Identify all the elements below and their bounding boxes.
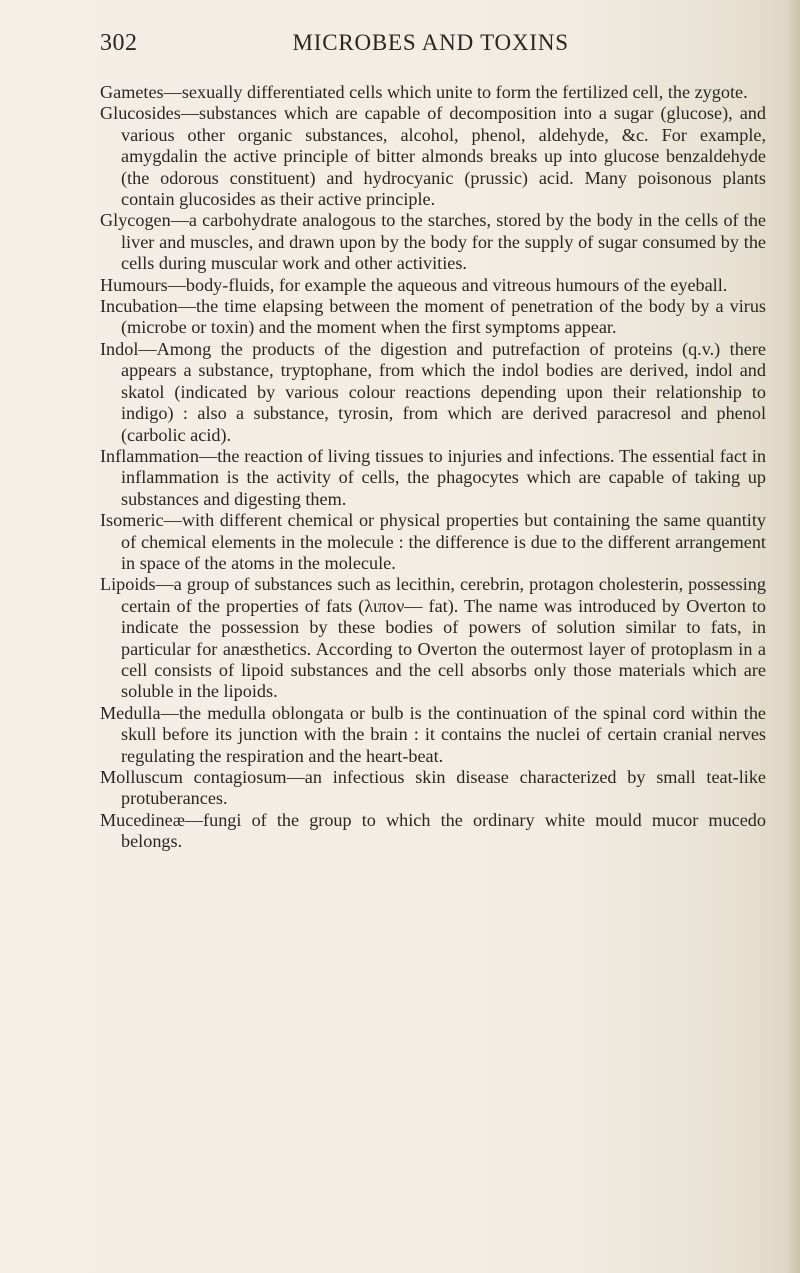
entry-text: —body-fluids, for example the aqueous and vitreous humours of the eyeball. (167, 274, 728, 295)
entry-text: —sexually differentiated cells which unite to form the fertilized cell, the zygote. (163, 82, 748, 102)
entry-term: Mucedineæ (100, 809, 185, 830)
glossary-entry (100, 767, 766, 810)
entry-term: Isomeric (100, 510, 164, 531)
glossary-entry (100, 574, 766, 702)
glossary-entry (100, 339, 766, 446)
glossary-entry (100, 703, 766, 767)
entry-term: Medulla (100, 702, 161, 723)
entry-text: —substances which are capable of decomposition into a sugar (glucose), and various other organic substances, alcohol, phenol, aldehyde, &c. For example, amygdalin the active principle of bitter almonds breaks up into glucose benzaldehyde (the odorous constituent) and hydrocyanic (prussic) acid. Many poisonous plants contain glucosides as their active principle. (121, 103, 766, 210)
page-number: 302 (100, 30, 138, 56)
glossary-entry (100, 210, 766, 274)
entry-term: Incubation (100, 296, 178, 317)
glossary-entry (100, 446, 766, 510)
glossary-entry (100, 810, 766, 853)
page-edge-shadow (786, 0, 800, 1273)
entry-text: —a group of substances such as lecithin, cerebrin, protagon cholesterin, possessing certain of the properties of fats (λιπον— fat). The name was introduced by Overton to indicate the possession by these bodies of powers of solution similar to fats, in particular for anæsthetics. According to Overton the outermost layer of protoplasm in a cell consists of lipoid substances and the cell absorbs only those materials which are soluble in the lipoids. (121, 574, 766, 702)
entry-text: —with different chemical or physical properties but containing the same quantity of chemical elements in the molecule : the difference is due to the different arrangement in space of the atoms in the molecule. (121, 510, 766, 573)
entry-term: Inflammation (100, 445, 199, 466)
glossary-entries (100, 82, 766, 853)
entry-text: —the time elapsing between the moment of penetration of the body by a virus (microbe or toxin) and the moment when the first symptoms appear. (121, 296, 766, 338)
entry-term: Lipoids (100, 574, 156, 595)
page-header (100, 30, 740, 57)
entry-text: —the reaction of living tissues to injuries and infections. The essential fact in inflammation is the activity of cells, the phagocytes which are capable of taking up substances and digesting them. (121, 445, 766, 509)
glossary-entry (100, 82, 766, 103)
entry-text: —Among the products of the digestion and putrefaction of proteins (q.v.) there appears a substance, tryptophane, from which the indol bodies are derived, indol and skatol (indicated by various colour reactions depending upon their relationship to indigo) : also a substance, tyrosin, from which are derived paracresol and phenol (carbolic acid). (121, 338, 766, 445)
entry-term: Glycogen (100, 210, 171, 231)
entry-term: Humours (100, 274, 168, 295)
entry-text: —an infectious skin disease characterized by small teat-like protuberances. (121, 767, 766, 809)
entry-term: Gametes (100, 82, 164, 102)
entry-text: —fungi of the group to which the ordinary white mould mucor mucedo belongs. (121, 809, 766, 852)
glossary-entry (100, 275, 766, 296)
glossary-entry (100, 296, 766, 339)
running-title: MICROBES AND TOXINS (292, 30, 569, 55)
entry-text: —the medulla oblongata or bulb is the continuation of the spinal cord within the skull before its junction with the brain : it contains the nuclei of certain cranial nerves regulating the respiration and the heart-beat. (121, 702, 766, 766)
entry-text: —a carbohydrate analogous to the starches, stored by the body in the cells of the liver and muscles, and drawn upon by the body for the supply of sugar consumed by the cells during muscular work and other activities. (121, 210, 766, 274)
glossary-entry (100, 103, 766, 210)
entry-term: Molluscum contagiosum (100, 767, 287, 787)
glossary-entry (100, 510, 766, 574)
entry-term: Glucosides (100, 103, 181, 124)
entry-term: Indol (100, 338, 139, 359)
